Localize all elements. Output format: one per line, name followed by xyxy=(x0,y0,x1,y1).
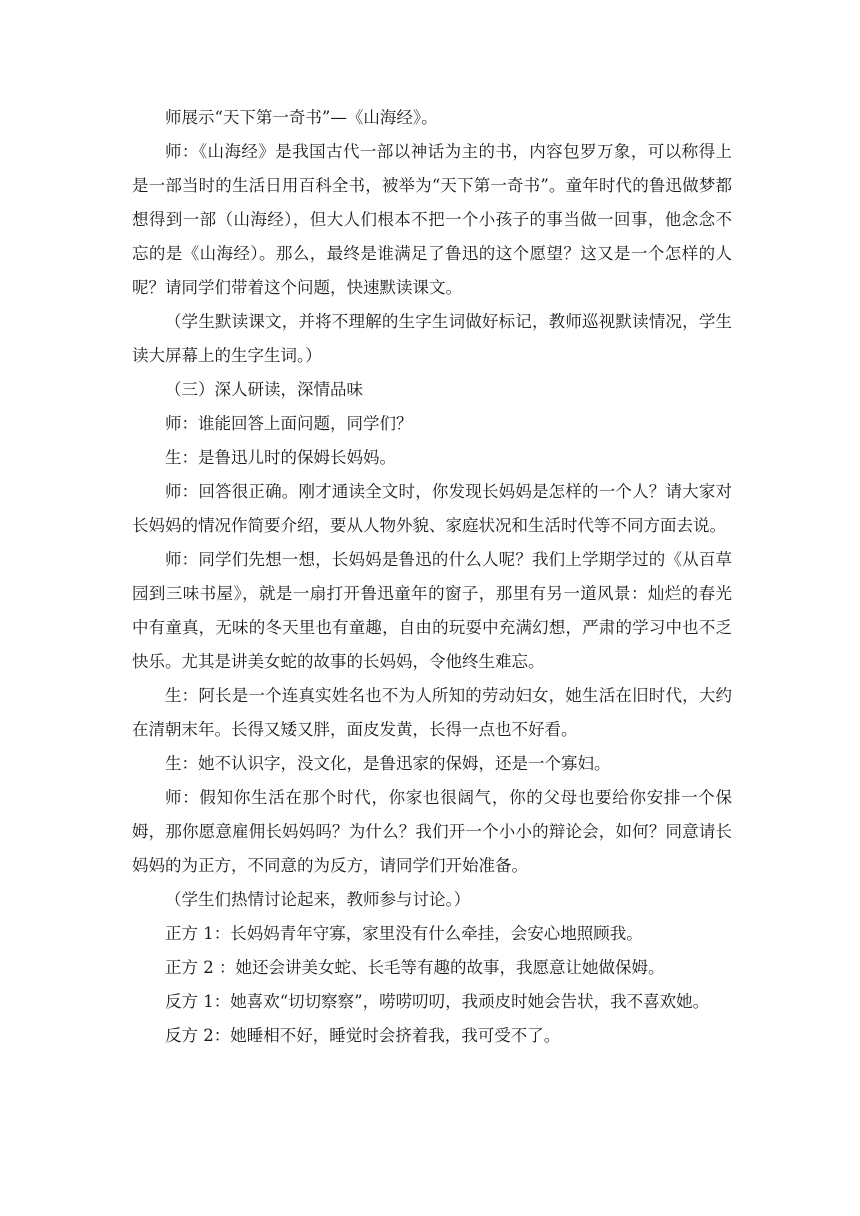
paragraph-con-2: 反方 2：她睡相不好，睡觉时会挤着我，我可受不了。 xyxy=(165,1026,561,1045)
paragraph-student-illiterate: 生：她不认识字，没文化，是鲁迅家的保姆，还是一个寡妇。 xyxy=(165,754,611,773)
paragraph-pro-1: 正方 1：长妈妈青年守寡，家里没有什么牵挂，会安心地照顾我。 xyxy=(165,924,643,943)
paragraph-con-1: 反方 1：她喜欢“切切察察”，唠唠叨叨，我顽皮时她会告状，我不喜欢她。 xyxy=(165,992,710,1011)
section-heading: （三）深人研读，深情品味 xyxy=(165,380,363,399)
paragraph-student-achang: 生：阿长是一个连真实姓名也不为人所知的劳动妇女，她生活在旧时代，大约在清朝末年。长得又矮又胖，面皮发黄，长得一点也不好看。 xyxy=(132,686,732,739)
paragraph-teacher-question: 师：谁能回答上面问题，同学们？ xyxy=(165,414,413,433)
paragraph-teacher-baicaoyuan: 师：同学们先想一想，长妈妈是鲁迅的什么人呢？我们上学期学过的《从百草园到三味书屋》，就是一扇打开鲁迅童年的窗子，那里有另一道风景：灿烂的春光中有童真，无味的冬天里也有童趣，自由的玩耍中充满幻想，严肃的学习中也不乏快乐。尤其是讲美女蛇的故事的长妈妈，令他终生难忘。 xyxy=(132,550,732,671)
paragraph-silent-reading-note: （学生默读课文，并将不理解的生字生词做好标记，教师巡视默读情况，学生读大屏幕上的生字生词。） xyxy=(132,312,732,365)
paragraph-pro-2: 正方 2 ：她还会讲美女蛇、长毛等有趣的故事，我愿意让她做保姆。 xyxy=(165,958,665,977)
paragraph-discussion-note: （学生们热情讨论起来，教师参与讨论。） xyxy=(165,890,471,909)
paragraph-intro: 师展示“天下第一奇书”—《山海经》。 xyxy=(165,108,438,127)
paragraph-teacher-shanhaijing: 师：《山海经》是我国古代一部以神话为主的书，内容包罗万象，可以称得上是一部当时的生活日用百科全书，被举为“天下第一奇书”。童年时代的鲁迅做梦都想得到一部（山海经），但大人们根本不把一个小孩子的事当做一回事，他念念不忘的是《山海经）。那么，最终是谁满足了鲁迅的这个愿望？这又是一个怎样的人呢？请同学们带着这个问题，快速默读课文。 xyxy=(132,142,732,297)
paragraph-teacher-debate: 师：假知你生活在那个时代，你家也很阔气，你的父母也要给你安排一个保姆，那你愿意雇佣长妈妈吗？为什么？我们开一个小小的辩论会，如何？同意请长妈妈的为正方，不同意的为反方，请同学们开始准备。 xyxy=(132,788,732,875)
paragraph-student-answer: 生：是鲁迅儿时的保姆长妈妈。 xyxy=(165,448,396,467)
document-body xyxy=(132,101,732,1053)
paragraph-teacher-correct: 师：回答很正确。刚才通读全文时，你发现长妈妈是怎样的一个人？请大家对长妈妈的情况作简要介绍，要从人物外貌、家庭状况和生活时代等不同方面去说。 xyxy=(132,482,732,535)
